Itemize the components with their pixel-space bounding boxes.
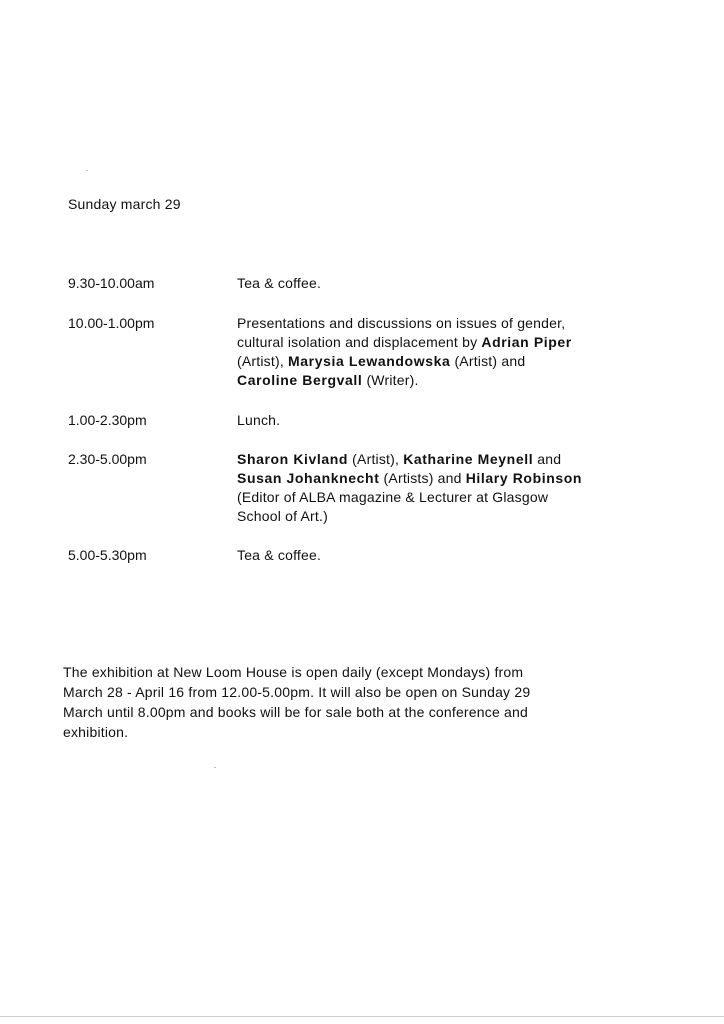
description-text: (Artist), [237,353,288,369]
schedule-description [237,314,657,390]
schedule-description [237,274,657,293]
description-text: cultural isolation and displacement by [237,334,482,350]
schedule-time: 1.00-2.30pm [68,412,147,428]
scan-edge-line [0,1016,724,1017]
description-text: (Artists) and [379,470,466,486]
speaker-name: Hilary Robinson [465,470,583,486]
note-line: The exhibition at New Loom House is open daily (except Mondays) from [63,664,524,680]
description-line [237,507,657,526]
schedule-time: 10.00-1.00pm [68,315,155,331]
schedule-time: 5.00-5.30pm [68,547,147,563]
note-line: March until 8.00pm and books will be for sale both at the conference and [63,704,529,720]
description-text: and [533,451,562,467]
description-text: Presentations and discussions on issues of gender, [237,315,566,331]
schedule-time: 9.30-10.00am [68,275,155,291]
scan-speck [86,170,88,171]
description-line [237,488,657,507]
description-line [237,450,657,469]
schedule-time: 2.30-5.00pm [68,451,147,467]
description-line [237,314,657,333]
description-text: Lunch. [237,412,281,428]
description-text: (Editor of ALBA magazine & Lecturer at Glasgow [237,489,549,505]
description-text: (Artist), [348,451,404,467]
description-line [237,352,657,371]
scan-speck [214,767,216,768]
schedule-description [237,411,657,430]
speaker-name: Katharine Meynell [403,451,534,467]
exhibition-note [63,662,623,742]
description-text: Tea & coffee. [237,547,322,563]
description-line [237,333,657,352]
description-text: School of Art.) [237,508,328,524]
note-line: March 28 - April 16 from 12.00-5.00pm. It will also be open on Sunday 29 [63,684,531,700]
speaker-name: Adrian Piper [481,334,572,350]
speaker-name: Susan Johanknecht [237,470,380,486]
description-line [237,469,657,488]
description-text: (Artist) and [450,353,526,369]
speaker-name: Sharon Kivland [237,451,349,467]
speaker-name: Caroline Bergvall [237,372,363,388]
description-text: (Writer). [362,372,419,388]
schedule-description [237,450,657,526]
description-line [237,371,657,390]
note-line: exhibition. [63,724,129,740]
speaker-name: Marysia Lewandowska [288,353,451,369]
day-heading: Sunday march 29 [68,196,181,212]
description-text: Tea & coffee. [237,275,322,291]
schedule-description [237,546,657,565]
